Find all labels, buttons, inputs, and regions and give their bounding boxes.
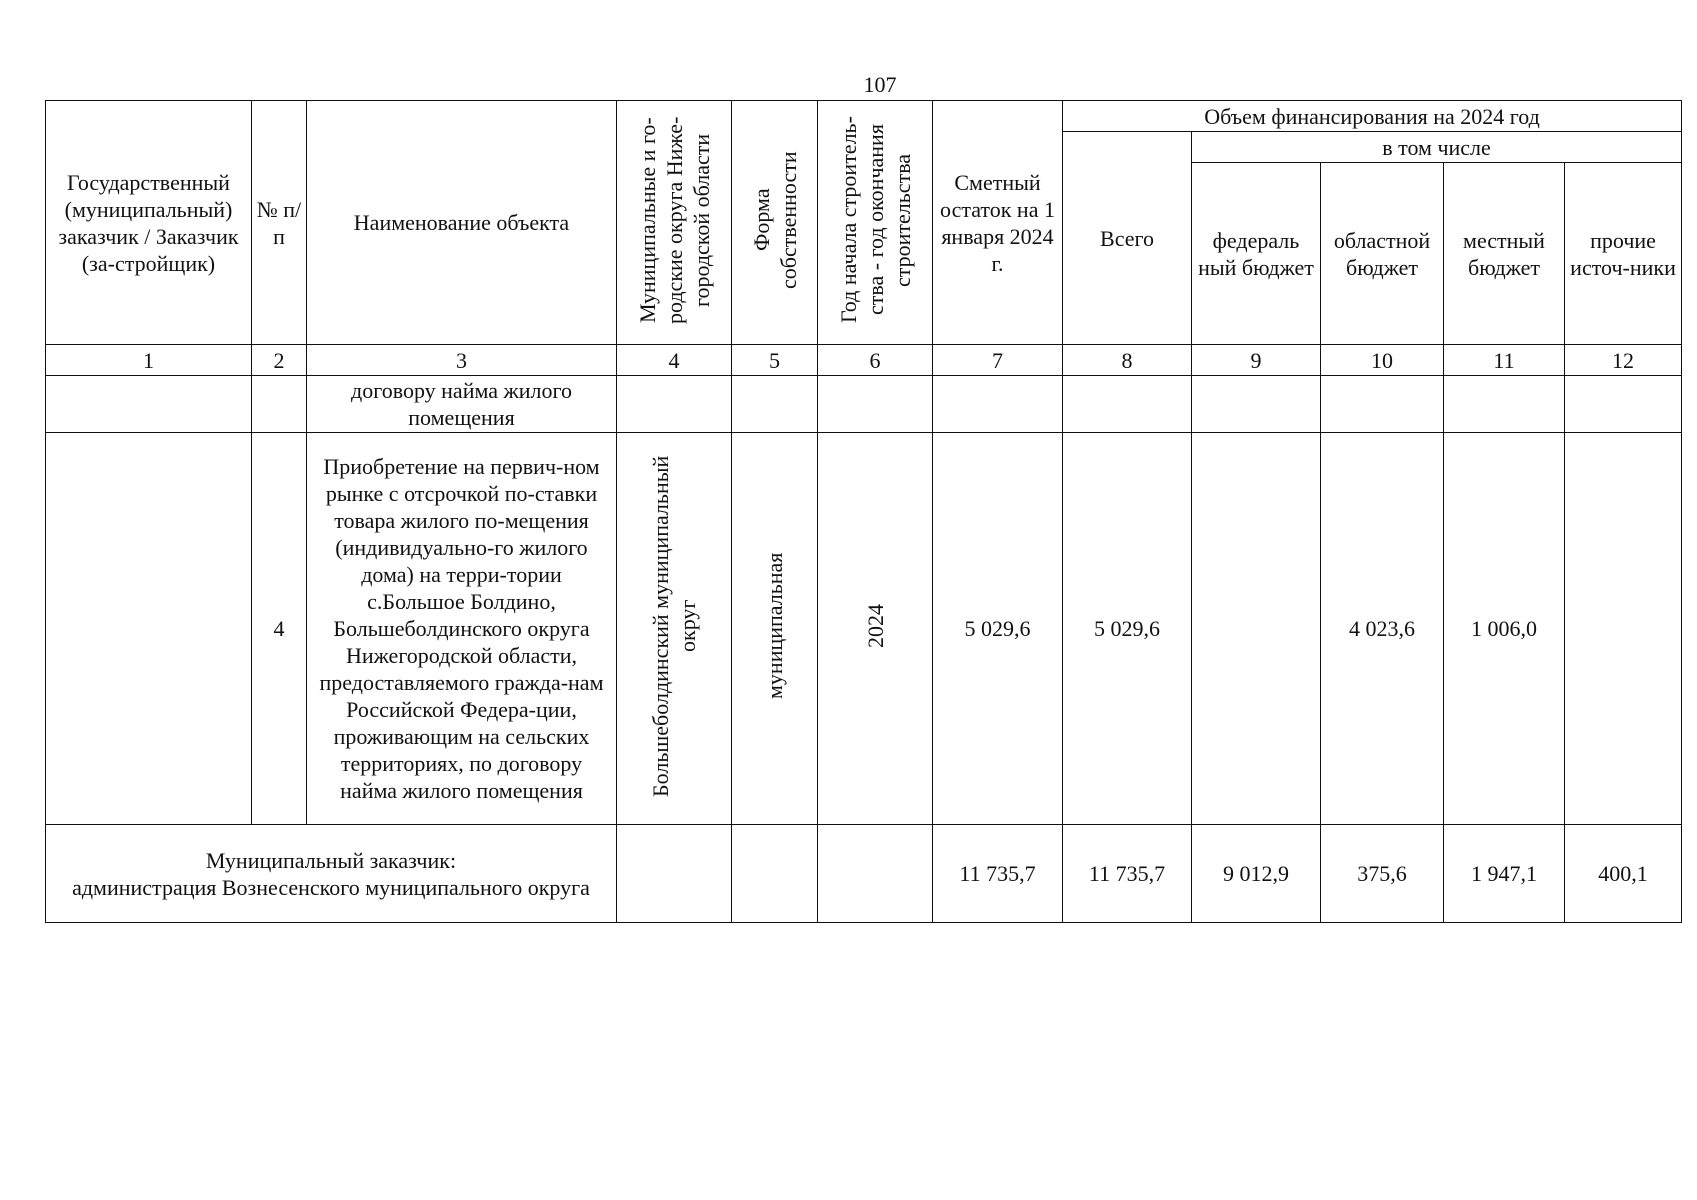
cell-empty bbox=[1444, 376, 1565, 433]
column-number: 6 bbox=[818, 345, 933, 376]
column-number: 12 bbox=[1565, 345, 1682, 376]
cell-empty bbox=[1321, 376, 1444, 433]
object-name-continuation: договору найма жилого помещения bbox=[307, 376, 617, 433]
cell-empty bbox=[933, 376, 1063, 433]
header-row bbox=[46, 101, 1682, 132]
total-regional: 375,6 bbox=[1321, 825, 1444, 923]
total-federal: 9 012,9 bbox=[1192, 825, 1321, 923]
object-other bbox=[1565, 433, 1682, 825]
object-ownership-label: муниципальная bbox=[762, 552, 787, 699]
column-number: 11 bbox=[1444, 345, 1565, 376]
header-districts bbox=[617, 101, 732, 345]
header-including: в том числе bbox=[1192, 132, 1682, 163]
total-row bbox=[46, 825, 1682, 923]
header-other: прочие источ-ники bbox=[1565, 163, 1682, 345]
cell-empty bbox=[1192, 376, 1321, 433]
header-districts-label: Муниципальные и го-родские округа Ниже-городской области bbox=[634, 115, 714, 324]
cell-empty bbox=[732, 376, 818, 433]
header-local: местный бюджет bbox=[1444, 163, 1565, 345]
cell-empty bbox=[252, 376, 307, 433]
total-amount: 11 735,7 bbox=[1063, 825, 1192, 923]
column-number: 2 bbox=[252, 345, 307, 376]
cell-empty bbox=[818, 376, 933, 433]
object-years-label: 2024 bbox=[862, 603, 888, 648]
header-total: Всего bbox=[1063, 132, 1192, 345]
object-regional: 4 023,6 bbox=[1321, 433, 1444, 825]
header-ownership-label: Форма собственности bbox=[748, 150, 801, 289]
financing-table bbox=[45, 100, 1682, 923]
total-local: 1 947,1 bbox=[1444, 825, 1565, 923]
page-number: 107 bbox=[863, 72, 897, 97]
column-number: 4 bbox=[617, 345, 732, 376]
cell-empty bbox=[1063, 376, 1192, 433]
cell-empty bbox=[46, 433, 252, 825]
cell-empty bbox=[732, 825, 818, 923]
object-federal bbox=[1192, 433, 1321, 825]
object-estimate-balance: 5 029,6 bbox=[933, 433, 1063, 825]
object-district-label: Большеболдинский муниципальный округ bbox=[648, 454, 700, 797]
header-customer: Государственный (муниципальный) заказчик / Заказчик (за-стройщик) bbox=[46, 101, 252, 345]
total-customer-line1: Муниципальный заказчик: bbox=[205, 847, 457, 873]
column-number: 8 bbox=[1063, 345, 1192, 376]
table-row bbox=[46, 433, 1682, 825]
object-years bbox=[818, 433, 933, 825]
total-estimate-balance: 11 735,7 bbox=[933, 825, 1063, 923]
cell-empty bbox=[617, 825, 732, 923]
column-number: 9 bbox=[1192, 345, 1321, 376]
header-funding-group: Объем финансирования на 2024 год bbox=[1063, 101, 1682, 132]
column-number: 3 bbox=[307, 345, 617, 376]
column-number: 7 bbox=[933, 345, 1063, 376]
total-other: 400,1 bbox=[1565, 825, 1682, 923]
column-number: 1 bbox=[46, 345, 252, 376]
object-number: 4 bbox=[252, 433, 307, 825]
column-number-row bbox=[46, 345, 1682, 376]
cell-empty bbox=[617, 376, 732, 433]
header-estimate-balance: Сметный остаток на 1 января 2024 г. bbox=[933, 101, 1063, 345]
header-years-label: Год начала строитель-ства - год окончания строительства bbox=[835, 116, 915, 323]
cell-empty bbox=[1565, 376, 1682, 433]
object-district bbox=[617, 433, 732, 825]
total-customer bbox=[46, 825, 617, 923]
header-ownership bbox=[732, 101, 818, 345]
column-number: 5 bbox=[732, 345, 818, 376]
object-local: 1 006,0 bbox=[1444, 433, 1565, 825]
object-total: 5 029,6 bbox=[1063, 433, 1192, 825]
cell-empty bbox=[46, 376, 252, 433]
total-customer-line2: администрация Вознесенского муниципального округа bbox=[72, 874, 590, 900]
header-regional: областной бюджет bbox=[1321, 163, 1444, 345]
object-ownership bbox=[732, 433, 818, 825]
header-object-name: Наименование объекта bbox=[307, 101, 617, 345]
object-name: Приобретение на первич-ном рынке с отсрочкой по-ставки товара жилого по-мещения (индивидуально-го жилого дома) на терри-тории с.Большое Болдино, Большеболдинского округа Нижегородской области, предоставляемого гражда-нам Российской Федера-ции, проживающим на сельских территориях, по договору найма жилого помещения bbox=[307, 433, 617, 825]
header-years bbox=[818, 101, 933, 345]
header-number: № п/п bbox=[252, 101, 307, 345]
column-number: 10 bbox=[1321, 345, 1444, 376]
table-row bbox=[46, 376, 1682, 433]
header-federal: федераль ный бюджет bbox=[1192, 163, 1321, 345]
cell-empty bbox=[818, 825, 933, 923]
